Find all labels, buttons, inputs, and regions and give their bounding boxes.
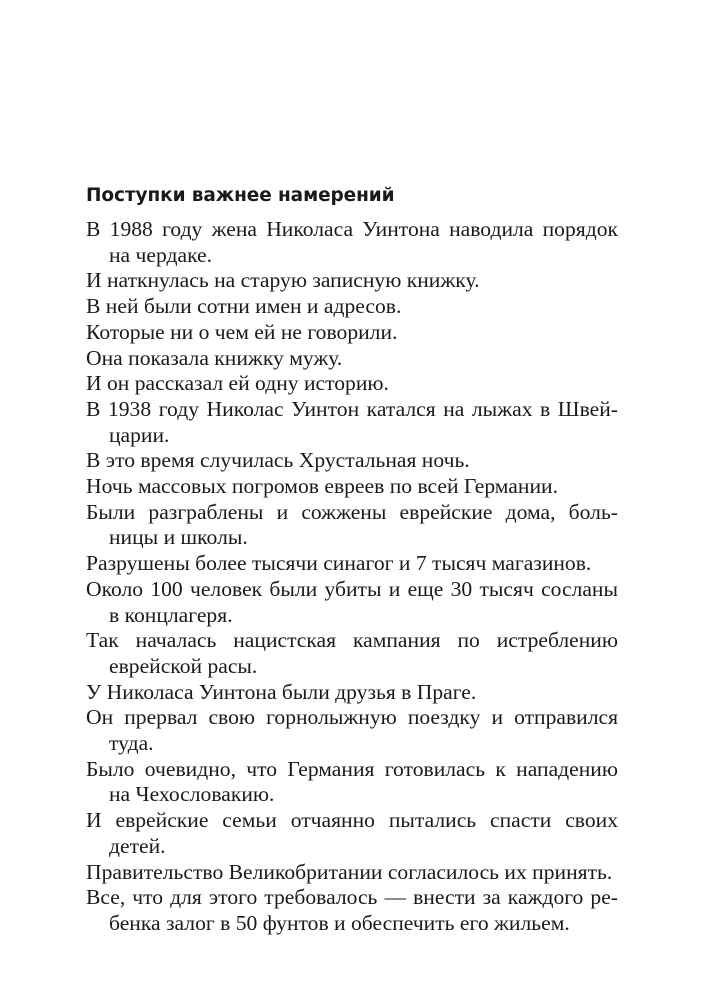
paragraph-4 [86,320,618,346]
paragraph-10 [86,500,618,551]
text-line: В ней были сотни имен и адресов. [86,294,402,319]
paragraph-5 [86,346,618,372]
text-line: У Николаса Уинтона были друзья в Праге. [86,679,477,704]
text-line: В это время случилась Хрустальная ночь. [86,448,470,473]
paragraph-8 [86,448,618,474]
paragraph-3 [86,294,618,320]
text-line: Она показала книжку мужу. [86,345,343,370]
body-text [86,217,618,937]
text-line: царии. [109,422,170,447]
text-line: В 1938 году Николас Уинтон катался на лыжах в Швей- [86,396,618,421]
paragraph-16 [86,757,618,808]
paragraph-13 [86,628,618,679]
text-line: И еврейские семьи отчаянно пытались спасти своих [86,808,618,833]
paragraph-17 [86,808,618,859]
text-line: Разрушены более тысячи синагог и 7 тысяч магазинов. [86,551,592,576]
paragraph-19 [86,885,618,936]
text-line: Около 100 человек были убиты и еще 30 тысяч сосланы [86,576,618,601]
paragraph-2 [86,268,618,294]
text-line: Все, что для этого требовалось — внести за каждого ре- [86,885,618,910]
text-line: ницы и школы. [109,525,248,550]
paragraph-7 [86,397,618,448]
text-line: на Чехословакию. [109,782,275,807]
text-line: туда. [109,731,154,756]
paragraph-6 [86,371,618,397]
text-line: в концлагеря. [109,602,233,627]
paragraph-12 [86,577,618,628]
paragraph-1 [86,217,618,268]
text-line: Которые ни о чем ей не говорили. [86,319,398,344]
paragraph-18 [86,860,618,886]
paragraph-9 [86,474,618,500]
text-line: И наткнулась на старую записную книжку. [86,268,480,293]
paragraph-11 [86,551,618,577]
text-line: на чердаке. [109,242,213,267]
paragraph-14 [86,680,618,706]
chapter-heading: Поступки важнее намерений [86,185,395,206]
text-line: Ночь массовых погромов евреев по всей Германии. [86,474,558,499]
text-line: еврейской расы. [109,653,258,678]
text-line: В 1988 году жена Николаса Уинтона наводила порядок [86,217,618,241]
text-line: Были разграблены и сожжены еврейские дома, боль- [86,499,618,524]
text-line: Он прервал свою горнолыжную поездку и отправился [86,705,618,730]
text-line: Правительство Великобритании согласилось их принять. [86,859,613,884]
paragraph-15 [86,705,618,756]
text-line: Так началась нацистская кампания по истреблению [86,628,618,653]
text-line: бенка залог в 50 фунтов и обеспечить его жильем. [109,910,570,935]
text-line: И он рассказал ей одну историю. [86,371,389,396]
text-line: Было очевидно, что Германия готовилась к нападению [86,756,618,781]
text-line: детей. [109,833,166,858]
